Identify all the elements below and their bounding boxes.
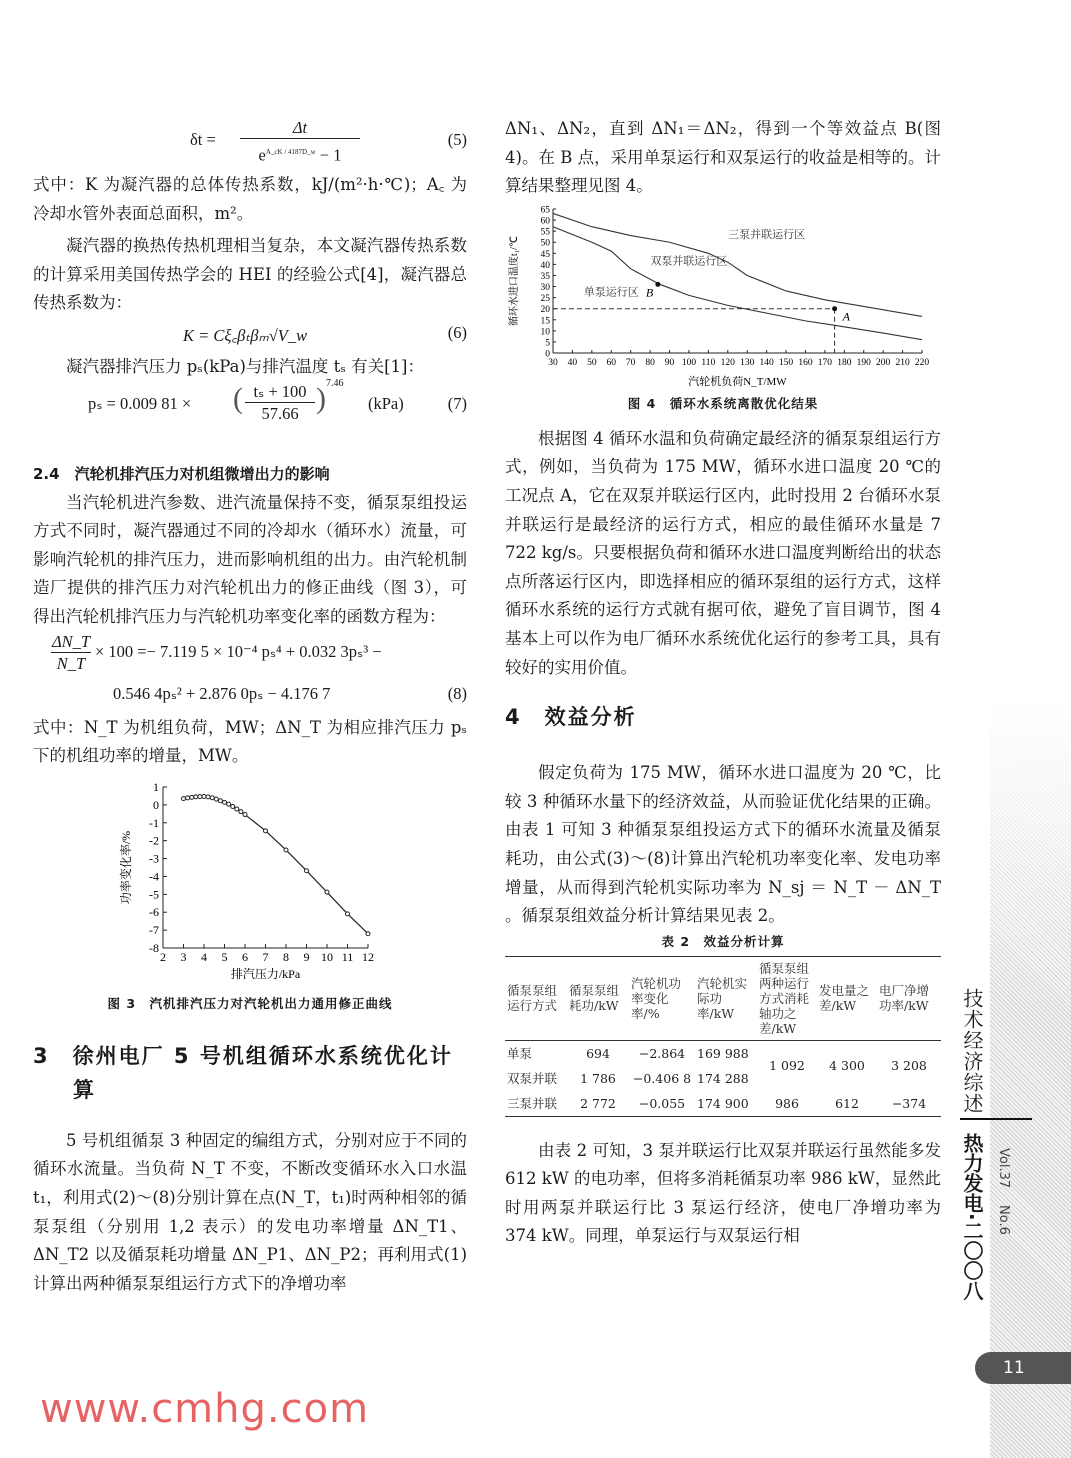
- eq8-num: ΔN_T: [51, 631, 91, 651]
- x-tick-label: 6: [242, 949, 248, 964]
- x-tick-label: 160: [798, 357, 813, 368]
- data-point: [218, 798, 222, 802]
- figure-3-caption: 图 3 汽机排汽压力对汽轮机出力通用修正曲线: [107, 995, 393, 1011]
- data-point: [210, 795, 214, 799]
- paragraph: 5 号机组循泵 3 种固定的编组方式，分别对应于不同的循环水流量。当负荷 N_T 不变，不断改变循环水入口水温 t₁，利用式(2)～(8)分别计算在点(N_T，t₁)时两种相邻的循泵泵组（分别用 1,2 表示）的发电功率增量 ΔN_T1、ΔN_T2 以及循泵耗功增量 ΔN_P1、ΔN_P2；再利用式(1)计算出两种循泵泵组运行方式下的净增功率: [33, 1130, 467, 1293]
- data-point: [284, 848, 288, 852]
- section-heading-2-4: 2.4 汽轮机排汽压力对机组微增出力的影响: [33, 464, 330, 483]
- table-cell: 3 208: [891, 1058, 927, 1074]
- left-column: [33, 118, 467, 1298]
- section-heading-4: 4 效益分析: [505, 705, 637, 730]
- y-axis-label: 功率变化率/%: [119, 830, 133, 904]
- figure-3-chart: [110, 778, 390, 983]
- y-tick-label: 40: [540, 260, 550, 271]
- equation-8: [33, 632, 467, 714]
- table-header: 汽轮机功率变化率/%: [631, 975, 682, 1021]
- y-tick-label: 20: [540, 304, 550, 315]
- figure-4-caption: 图 4 循环水系统离散优化结果: [627, 395, 819, 411]
- x-tick-label: 100: [681, 357, 697, 368]
- sidebar-fade: [990, 0, 1071, 1000]
- y-tick-label: 10: [540, 327, 550, 338]
- right-column: [505, 115, 941, 1251]
- eq7-unit: (kPa): [368, 393, 404, 413]
- table-cell: 4 300: [829, 1058, 865, 1074]
- sidebar-section-label: 技术经济综述: [960, 988, 984, 1114]
- table-cell: 单泵: [507, 1045, 533, 1061]
- sidebar-volume: Vol.37: [996, 1148, 1011, 1189]
- equation-7: pₛ = 0.009 81 × ( $\frac{\text{tₛ + 100}}{57.66}$ ) 7.46 (kPa) (7): [88, 377, 467, 423]
- y-tick-label: 65: [540, 205, 550, 216]
- table-row: [505, 1040, 941, 1066]
- eq7-num: tₛ + 100: [245, 382, 315, 403]
- table-cell: 986: [775, 1095, 799, 1111]
- eq7-number: (7): [447, 393, 467, 413]
- boundary-line-lower: [553, 227, 922, 340]
- table-cell: 1 092: [769, 1058, 805, 1074]
- eq8-den: N_T: [56, 653, 86, 673]
- table-cell: 1 786: [580, 1070, 616, 1086]
- paragraph: 当汽轮机进汽参数、进汽流量保持不变，循泵泵组投运方式不同时，凝汽器通过不同的冷却水（循环水）流量，可影响汽轮机的排汽压力，进而影响机组的出力。由汽轮机制造厂提供的排汽压力对汽轮机出力的修正曲线（图 3），可得出汽轮机排汽压力与汽轮机功率变化率的函数方程为：: [33, 492, 467, 626]
- y-tick-label: 1: [153, 779, 159, 794]
- eq5-exp: A_cK / 4187D_w: [265, 148, 316, 156]
- data-point: [231, 804, 235, 808]
- data-line: [184, 796, 369, 933]
- region-label: 双泵并联运行区: [650, 255, 728, 268]
- table-cell: 169 988: [697, 1045, 749, 1061]
- page-number: 11: [975, 1352, 1071, 1384]
- x-tick-label: 4: [201, 949, 207, 964]
- paragraph: 由表 2 可知，3 泵并联运行比双泵并联运行虽然能多发 612 kW 的电功率，但将多消耗循泵功率 986 kW，显然此时用两泵并联运行比 3 泵运行经济，使电厂净增功率为 374 kW。同理，单泵运行与双泵运行相: [505, 1140, 941, 1246]
- x-tick-label: 210: [895, 357, 910, 368]
- table-cell: −374: [891, 1095, 927, 1111]
- x-tick-label: 7: [262, 949, 269, 964]
- x-tick-label: 70: [625, 357, 636, 368]
- x-tick-label: 40: [567, 357, 578, 368]
- table-cell: 174 288: [697, 1070, 749, 1086]
- y-tick-label: -7: [149, 922, 159, 937]
- y-tick-label: 25: [540, 293, 550, 304]
- x-tick-label: 12: [362, 949, 374, 964]
- x-tick-label: 8: [283, 949, 289, 964]
- x-tick-label: 170: [817, 357, 833, 368]
- eq6-number: (6): [447, 322, 467, 342]
- x-tick-label: 80: [645, 357, 655, 368]
- data-point: [206, 795, 210, 799]
- x-tick-label: 200: [876, 357, 891, 368]
- paragraph: 假定负荷为 175 MW，循环水进口温度为 20 ℃，比较 3 种循环水量下的经济效益，从而验证优化结果的正确。由表 1 可知 3 种循泵泵组投运方式下的循环水流量及循泵耗功，由公式(3)～(8)计算出汽轮机功率变化率、发电功率增量，从而得到汽轮机实际功率为 N_sj ＝ N_T － ΔN_T 。循泵泵组效益分析计算结果见表 2。: [505, 763, 941, 926]
- y-tick-label: 0: [153, 797, 159, 812]
- y-tick-label: 5: [545, 338, 550, 349]
- x-tick-label: 9: [303, 949, 310, 964]
- y-tick-label: 15: [540, 316, 550, 327]
- y-tick-label: 60: [540, 216, 550, 227]
- data-point: [243, 812, 247, 816]
- eq5-lhs: δt =: [190, 130, 216, 149]
- x-tick-label: 110: [701, 357, 716, 368]
- y-tick-label: 45: [540, 249, 550, 260]
- data-point: [325, 890, 329, 894]
- data-point: [235, 807, 239, 811]
- eq7-fraction: [245, 382, 315, 425]
- data-point: [264, 829, 268, 833]
- x-tick-label: 150: [778, 357, 794, 368]
- table-cell: 612: [835, 1095, 859, 1111]
- table-2: [505, 956, 941, 1117]
- eq7-exponent: 7.46: [326, 377, 344, 389]
- x-tick-label: 140: [759, 357, 774, 368]
- x-tick-label: 60: [606, 357, 617, 368]
- eq5-num: Δt: [240, 118, 360, 139]
- y-tick-label: 30: [540, 282, 550, 293]
- sidebar-divider: [960, 1118, 1032, 1120]
- sidebar-issue: No.6: [996, 1205, 1011, 1235]
- paragraph: 根据图 4 循环水温和负荷确定最经济的循泵泵组运行方式，例如，当负荷为 175 MW，循环水进口温度 20 ℃的工况点 A，它在双泵并联运行区内，此时投用 2 台循环水泵并联运行是最经济的运行方式，相应的最佳循环水量是 7 722 kg/s。只要根据负荷和循环水进口温度判断给出的状态点所落运行区内，即选择相应的循环泵组的运行方式，这样循环水系统的运行方式就有据可依，避免了盲目调节，图 4 基本上可以作为电厂循环水系统优化运行的参考工具，具有较好的实用价值。: [505, 428, 941, 677]
- region-label: 单泵运行区: [583, 286, 639, 299]
- region-label: 三泵并联运行区: [728, 228, 806, 241]
- data-point: [223, 800, 227, 804]
- table-header: 循泵泵组两种运行方式消耗轴功之差/kW: [759, 960, 810, 1036]
- eq5-tail: − 1: [319, 145, 342, 165]
- table-cell: 双泵并联: [507, 1070, 558, 1086]
- paragraph: 式中：K 为凝汽器的总体传热系数，kJ/(m²·h·℃)；A꜀ 为冷却水管外表面总面积，m²。: [33, 175, 467, 223]
- point-label-A: A: [842, 309, 850, 324]
- data-point: [346, 912, 350, 916]
- table-header: 循泵泵组运行方式: [507, 983, 558, 1014]
- y-axis-label: 循环水进口温度t₁/℃: [509, 235, 520, 326]
- table-cell: 174 900: [697, 1095, 749, 1111]
- x-tick-label: 190: [856, 357, 871, 368]
- table-cell: 三泵并联: [507, 1095, 558, 1111]
- x-tick-label: 2: [160, 949, 166, 964]
- point-A: [832, 306, 837, 311]
- x-axis-label: 汽轮机负荷N_T/MW: [688, 375, 787, 388]
- eq7-lhs: pₛ = 0.009 81 ×: [88, 393, 192, 413]
- data-point: [305, 868, 309, 872]
- x-tick-label: 90: [664, 357, 675, 368]
- eq7-den: 57.66: [261, 403, 299, 423]
- data-point: [182, 796, 186, 800]
- y-tick-label: -2: [149, 833, 159, 848]
- point-B: [655, 282, 660, 287]
- data-point: [239, 809, 243, 813]
- table-cell: −2.864: [638, 1045, 686, 1061]
- y-tick-label: -1: [149, 815, 159, 830]
- paragraph: 式中：N_T 为机组负荷，MW；ΔN_T 为相应排汽压力 pₛ 下的机组功率的增量，MW。: [33, 717, 467, 766]
- y-tick-label: -3: [149, 851, 159, 866]
- x-tick-label: 220: [914, 357, 930, 368]
- table-2-caption: 表 2 效益分析计算: [661, 933, 785, 949]
- table-header: 电厂净增功率/kW: [879, 983, 930, 1014]
- x-axis-label: 排汽压力/kPa: [230, 966, 301, 981]
- data-point: [227, 802, 231, 806]
- data-point: [190, 795, 194, 799]
- table-cell: −0.055: [638, 1095, 686, 1111]
- y-tick-label: 35: [540, 271, 550, 282]
- paragraph: ΔN₁、ΔN₂，直到 ΔN₁＝ΔN₂，得到一个等效益点 B(图 4)。在 B 点，采用单泵运行和双泵运行的收益是相等的。计算结果整理见图 4。: [505, 119, 941, 196]
- x-tick-label: 120: [720, 357, 735, 368]
- x-tick-label: 3: [180, 949, 187, 964]
- figure-4-chart: [505, 201, 945, 393]
- x-tick-label: 10: [321, 949, 333, 964]
- y-tick-label: -6: [149, 904, 159, 919]
- paragraph: 凝汽器的换热传热机理相当复杂，本文凝汽器传热系数的计算采用美国传热学会的 HEI 的经验公式[4]，凝汽器总传热系数为：: [33, 236, 467, 313]
- x-tick-label: 50: [587, 357, 597, 368]
- eq8-fraction: [51, 632, 91, 675]
- eq5-den: e: [258, 145, 266, 165]
- table-cell: −0.406 8: [632, 1070, 692, 1086]
- paragraph: 凝汽器排汽压力 pₛ(kPa)与排汽温度 tₛ 有关[1]：: [66, 356, 424, 376]
- sidebar-journal-name: 热力发电·二〇〇八: [960, 1133, 984, 1301]
- eq8-line1: × 100 =− 7.119 5 × 10⁻⁴ pₛ⁴ + 0.032 3pₛ³ −: [95, 641, 382, 661]
- eq8-line2: 0.546 4pₛ² + 2.876 0pₛ − 4.176 7: [113, 683, 331, 703]
- data-point: [214, 797, 218, 801]
- y-tick-label: -8: [149, 940, 159, 955]
- y-tick-label: -5: [149, 887, 159, 902]
- data-point: [194, 795, 198, 799]
- x-tick-label: 30: [548, 357, 558, 368]
- data-point: [202, 794, 206, 798]
- section-heading-3: 3 徐州电厂 5 号机组循环水系统优化计算: [33, 1043, 453, 1102]
- y-tick-label: 55: [540, 227, 550, 238]
- equation-5: [33, 118, 467, 168]
- eq5-fraction: [240, 118, 360, 169]
- x-tick-label: 11: [341, 949, 354, 964]
- x-tick-label: 130: [740, 357, 755, 368]
- table-header: 汽轮机实际功率/kW: [697, 975, 748, 1021]
- table-cell: 694: [586, 1045, 610, 1061]
- table-cell: 2 772: [580, 1095, 616, 1111]
- y-tick-label: -4: [149, 869, 159, 884]
- table-row: [505, 1091, 941, 1117]
- eq6-text: K = Cξ꜀βₜβₘ√V_w: [183, 325, 308, 345]
- y-tick-label: 50: [540, 238, 550, 249]
- equation-6: [33, 323, 467, 351]
- y-tick-label: 0: [545, 349, 550, 360]
- eq8-number: (8): [447, 683, 467, 703]
- table-header: 发电量之差/kW: [819, 983, 870, 1014]
- watermark: www.cmhg.com: [40, 1386, 370, 1432]
- data-point: [186, 796, 190, 800]
- point-label-B: B: [645, 285, 654, 300]
- x-tick-label: 5: [221, 949, 228, 964]
- table-header: 循泵泵组耗功/kW: [569, 983, 620, 1014]
- eq5-number: (5): [447, 130, 467, 149]
- x-tick-label: 180: [837, 357, 852, 368]
- data-point: [366, 931, 370, 935]
- data-point: [198, 794, 202, 798]
